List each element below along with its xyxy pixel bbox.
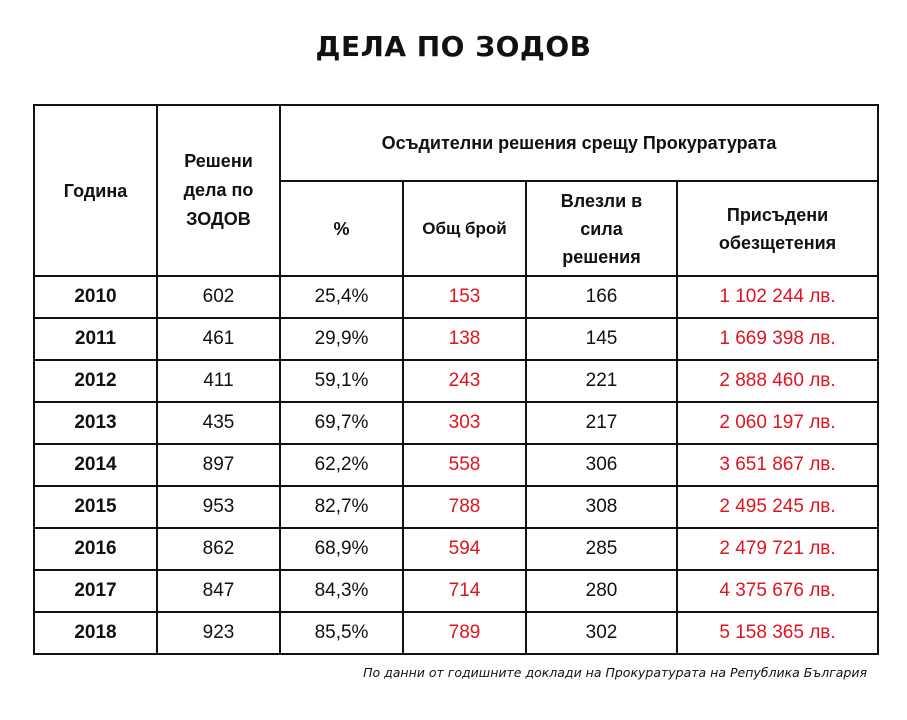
cell-total: 303 <box>403 402 526 444</box>
table-row <box>34 360 878 402</box>
table-row <box>34 276 878 318</box>
cell-percent: 84,3% <box>280 570 403 612</box>
table-row <box>34 612 878 654</box>
table-row <box>34 402 878 444</box>
header-decided-label: Решени дела по ЗОДОВ <box>183 151 254 229</box>
header-awarded <box>677 181 878 276</box>
cell-final: 302 <box>526 612 677 654</box>
cell-awarded: 3 651 867 лв. <box>677 444 878 486</box>
cell-total: 594 <box>403 528 526 570</box>
cell-year: 2010 <box>34 276 157 318</box>
cell-decided: 923 <box>157 612 280 654</box>
cell-percent: 69,7% <box>280 402 403 444</box>
cell-final: 145 <box>526 318 677 360</box>
cell-decided: 953 <box>157 486 280 528</box>
cell-final: 221 <box>526 360 677 402</box>
cell-total: 788 <box>403 486 526 528</box>
cell-year: 2013 <box>34 402 157 444</box>
cell-decided: 862 <box>157 528 280 570</box>
cell-awarded: 1 102 244 лв. <box>677 276 878 318</box>
table-body <box>34 276 878 654</box>
header-year: Година <box>34 105 157 276</box>
cell-year: 2015 <box>34 486 157 528</box>
cell-awarded: 2 495 245 лв. <box>677 486 878 528</box>
header-total: Общ брой <box>403 181 526 276</box>
header-final <box>526 181 677 276</box>
cell-decided: 461 <box>157 318 280 360</box>
header-awarded-label: Присъдени обезщетения <box>718 204 837 253</box>
cell-year: 2014 <box>34 444 157 486</box>
cell-percent: 59,1% <box>280 360 403 402</box>
cell-decided: 602 <box>157 276 280 318</box>
cell-final: 285 <box>526 528 677 570</box>
cell-total: 714 <box>403 570 526 612</box>
cell-total: 558 <box>403 444 526 486</box>
page-title: ДЕЛА ПО ЗОДОВ <box>315 30 592 63</box>
cell-awarded: 2 479 721 лв. <box>677 528 878 570</box>
table-row <box>34 444 878 486</box>
table-row <box>34 528 878 570</box>
cell-decided: 411 <box>157 360 280 402</box>
cell-decided: 847 <box>157 570 280 612</box>
cell-percent: 85,5% <box>280 612 403 654</box>
cell-year: 2018 <box>34 612 157 654</box>
cell-final: 166 <box>526 276 677 318</box>
table-row <box>34 570 878 612</box>
cell-total: 243 <box>403 360 526 402</box>
cell-final: 308 <box>526 486 677 528</box>
table-row <box>34 318 878 360</box>
cell-percent: 68,9% <box>280 528 403 570</box>
cell-year: 2016 <box>34 528 157 570</box>
cell-final: 280 <box>526 570 677 612</box>
cell-percent: 29,9% <box>280 318 403 360</box>
zodov-table <box>33 104 879 655</box>
cell-awarded: 4 375 676 лв. <box>677 570 878 612</box>
header-percent: % <box>280 181 403 276</box>
cell-year: 2017 <box>34 570 157 612</box>
cell-awarded: 1 669 398 лв. <box>677 318 878 360</box>
cell-percent: 62,2% <box>280 444 403 486</box>
header-final-label: Влезли в сила решения <box>560 190 643 267</box>
cell-total: 153 <box>403 276 526 318</box>
cell-awarded: 2 888 460 лв. <box>677 360 878 402</box>
cell-decided: 897 <box>157 444 280 486</box>
table-row <box>34 486 878 528</box>
cell-final: 217 <box>526 402 677 444</box>
cell-total: 138 <box>403 318 526 360</box>
cell-awarded: 5 158 365 лв. <box>677 612 878 654</box>
header-decided <box>157 105 280 276</box>
header-group: Осъдителни решения срещу Прокуратурата <box>280 105 878 181</box>
cell-year: 2012 <box>34 360 157 402</box>
source-note: По данни от годишните доклади на Прокуратурата на Република България <box>363 665 867 680</box>
cell-percent: 82,7% <box>280 486 403 528</box>
cell-year: 2011 <box>34 318 157 360</box>
cell-total: 789 <box>403 612 526 654</box>
cell-decided: 435 <box>157 402 280 444</box>
cell-percent: 25,4% <box>280 276 403 318</box>
cell-awarded: 2 060 197 лв. <box>677 402 878 444</box>
cell-final: 306 <box>526 444 677 486</box>
